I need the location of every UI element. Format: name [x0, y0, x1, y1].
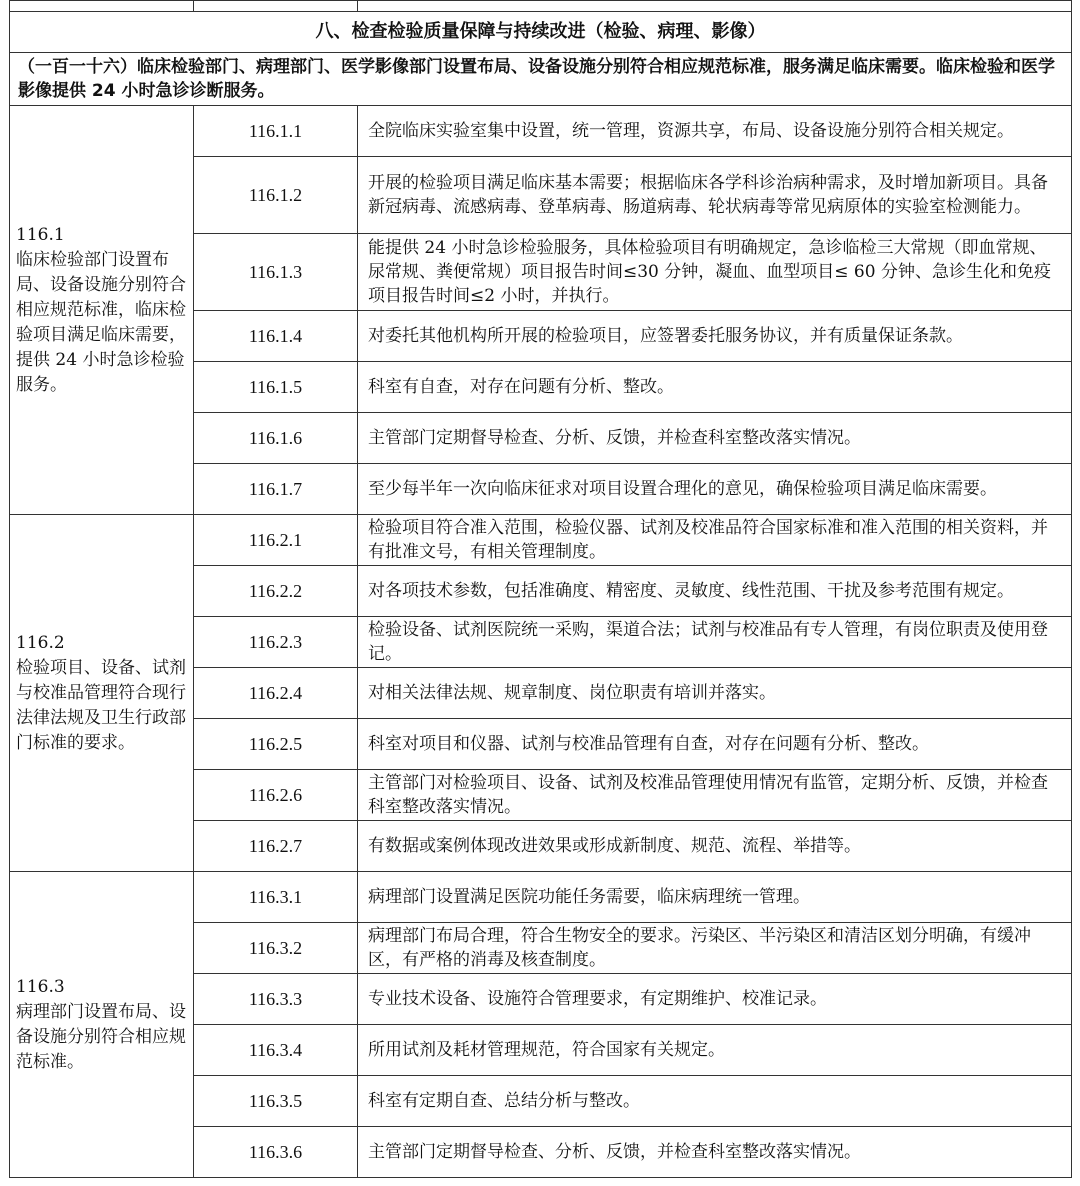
item-text: 主管部门对检验项目、设备、试剂及校准品管理使用情况有监管，定期分析、反馈，并检查科室整改落实情况。 — [358, 770, 1072, 821]
standard-cell — [10, 872, 194, 1178]
item-code: 116.3.4 — [194, 1025, 358, 1076]
table-row — [10, 872, 1072, 923]
standard-text: 临床检验部门设置布局、设备设施分别符合相应规范标准，临床检验项目满足临床需要，提供 24 小时急诊检验服务。 — [16, 249, 186, 395]
item-text: 科室有自查，对存在问题有分析、整改。 — [358, 362, 1072, 413]
section-header-row — [10, 12, 1072, 53]
item-code: 116.1.1 — [194, 106, 358, 157]
item-code: 116.2.1 — [194, 515, 358, 566]
item-code: 116.2.7 — [194, 821, 358, 872]
item-text: 检验设备、试剂医院统一采购，渠道合法；试剂与校准品有专人管理，有岗位职责及使用登记。 — [358, 617, 1072, 668]
table-row — [10, 515, 1072, 566]
item-text: 至少每半年一次向临床征求对项目设置合理化的意见，确保检验项目满足临床需要。 — [358, 464, 1072, 515]
item-text: 能提供 24 小时急诊检验服务，具体检验项目有明确规定，急诊临检三大常规（即血常规、尿常规、粪便常规）项目报告时间≤30 分钟，凝血、血型项目≤ 60 分钟、急诊生化和免疫项目报告时间≤2 小时，并执行。 — [358, 234, 1072, 311]
item-code: 116.2.4 — [194, 668, 358, 719]
section-title: 八、检查检验质量保障与持续改进（检验、病理、影像） — [10, 12, 1072, 53]
item-text: 对各项技术参数，包括准确度、精密度、灵敏度、线性范围、干扰及参考范围有规定。 — [358, 566, 1072, 617]
item-text: 病理部门布局合理，符合生物安全的要求。污染区、半污染区和清洁区划分明确，有缓冲区，有严格的消毒及核查制度。 — [358, 923, 1072, 974]
item-code: 116.3.2 — [194, 923, 358, 974]
standard-text: 检验项目、设备、试剂与校准品管理符合现行法律法规及卫生行政部门标准的要求。 — [16, 657, 186, 753]
item-code: 116.1.7 — [194, 464, 358, 515]
item-text: 专业技术设备、设施符合管理要求，有定期维护、校准记录。 — [358, 974, 1072, 1025]
item-code: 116.1.5 — [194, 362, 358, 413]
table-top-cutoff-row — [10, 1, 1072, 12]
item-code: 116.1.4 — [194, 311, 358, 362]
item-code: 116.1.3 — [194, 234, 358, 311]
item-code: 116.2.6 — [194, 770, 358, 821]
standard-code: 116.2 — [16, 632, 65, 653]
article-row — [10, 53, 1072, 106]
article-text: （一百一十六）临床检验部门、病理部门、医学影像部门设置布局、设备设施分别符合相应规范标准，服务满足临床需要。临床检验和医学影像提供 24 小时急诊诊断服务。 — [10, 53, 1072, 106]
item-text: 开展的检验项目满足临床基本需要；根据临床各学科诊治病种需求，及时增加新项目。具备新冠病毒、流感病毒、登革病毒、肠道病毒、轮状病毒等常见病原体的实验室检测能力。 — [358, 157, 1072, 234]
item-code: 116.3.6 — [194, 1127, 358, 1178]
item-code: 116.2.5 — [194, 719, 358, 770]
standard-code: 116.3 — [16, 976, 65, 997]
item-code: 116.1.6 — [194, 413, 358, 464]
standard-code: 116.1 — [16, 224, 65, 245]
item-code: 116.2.2 — [194, 566, 358, 617]
item-text: 主管部门定期督导检查、分析、反馈，并检查科室整改落实情况。 — [358, 1127, 1072, 1178]
item-code: 116.3.1 — [194, 872, 358, 923]
table-row — [10, 106, 1072, 157]
item-text: 科室有定期自查、总结分析与整改。 — [358, 1076, 1072, 1127]
standard-cell — [10, 515, 194, 872]
item-text: 科室对项目和仪器、试剂与校准品管理有自查，对存在问题有分析、整改。 — [358, 719, 1072, 770]
item-text: 全院临床实验室集中设置，统一管理，资源共享，布局、设备设施分别符合相关规定。 — [358, 106, 1072, 157]
item-code: 116.2.3 — [194, 617, 358, 668]
standard-cell — [10, 106, 194, 515]
item-text: 检验项目符合准入范围，检验仪器、试剂及校准品符合国家标准和准入范围的相关资料，并有批准文号，有相关管理制度。 — [358, 515, 1072, 566]
item-text: 有数据或案例体现改进效果或形成新制度、规范、流程、举措等。 — [358, 821, 1072, 872]
standards-table — [9, 0, 1072, 1178]
item-text: 所用试剂及耗材管理规范，符合国家有关规定。 — [358, 1025, 1072, 1076]
item-code: 116.3.5 — [194, 1076, 358, 1127]
item-text: 主管部门定期督导检查、分析、反馈，并检查科室整改落实情况。 — [358, 413, 1072, 464]
item-code: 116.1.2 — [194, 157, 358, 234]
standard-text: 病理部门设置布局、设备设施分别符合相应规范标准。 — [16, 1001, 186, 1072]
item-text: 对委托其他机构所开展的检验项目，应签署委托服务协议，并有质量保证条款。 — [358, 311, 1072, 362]
item-text: 病理部门设置满足医院功能任务需要，临床病理统一管理。 — [358, 872, 1072, 923]
item-code: 116.3.3 — [194, 974, 358, 1025]
item-text: 对相关法律法规、规章制度、岗位职责有培训并落实。 — [358, 668, 1072, 719]
